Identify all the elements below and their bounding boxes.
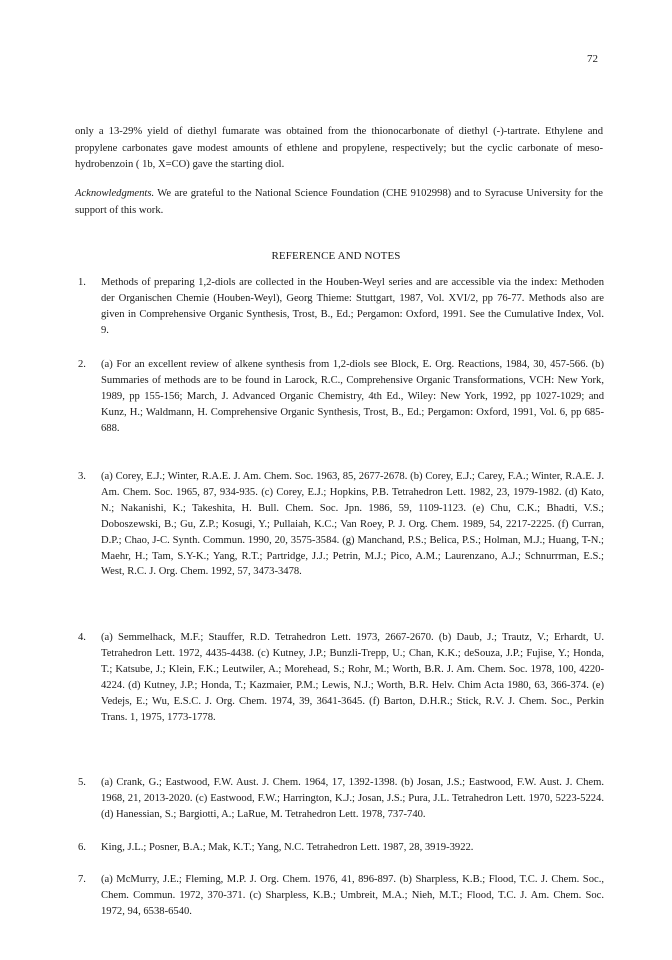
reference-number: 6. [78,842,86,853]
reference-text: King, J.L.; Posner, B.A.; Mak, K.T.; Yang, N.C. Tetrahedron Lett. 1987, 28, 3919-3922. [101,842,474,853]
reference-text: Methods of preparing 1,2-diols are collected in the Houben-Weyl series and are accessible via the index: Methoden der Organischen Chemie (Houben-Weyl), Georg Thieme: Stuttgart, 1987, Vol. XVI/2, pp 76-77. Methods also are given in Comprehensive Organic Synthesis, Trost, B., Ed.; Pergamon: Oxford, 1991. See the Cumulative Index, Vol. 9. [101,277,604,336]
reference-number: 4. [78,632,86,643]
reference-text: (a) Crank, G.; Eastwood, F.W. Aust. J. Chem. 1964, 17, 1392-1398. (b) Josan, J.S.; Eastwood, F.W. Aust. J. Chem. 1968, 21, 2013-2020. (c) Eastwood, F.W.; Harrington, K.J.; Josan, J.S.; Pura, J.L. Tetrahedron Lett. 1970, 5223-5224. (d) Hanessian, S.; Bargiotti, A.; LaRue, M. Tetrahedron Lett. 1978, 737-740. [101,777,604,820]
reference-text: (a) McMurry, J.E.; Fleming, M.P. J. Org. Chem. 1976, 41, 896-897. (b) Sharpless, K.B.; Flood, T.C. J. Chem. Soc., Chem. Commun. 1972, 370-371. (c) Sharpless, K.B.; Umbreit, M.A.; Nieh, M.T.; Flood, T.C. J. Am. Chem. Soc. 1972, 94, 6538-6540. [101,874,604,917]
reference-number: 1. [78,277,86,288]
acknowledgments-text: We are grateful to the National Science Foundation (CHE 9102998) and to Syracuse University for the support of this work. [75,188,603,216]
reference-item [78,630,604,725]
reference-number: 7. [78,874,86,885]
reference-text: (a) Semmelhack, M.F.; Stauffer, R.D. Tetrahedron Lett. 1973, 2667-2670. (b) Daub, J.; Trautz, V.; Erhardt, U. Tetrahedron Lett. 1972, 4435-4438. (c) Kutney, J.P.; Bunzli-Trepp, U.; Chan, K.K.; deSouza, J.P.; Fujise, Y.; Honda, T.; Katsube, J.; Klein, F.K.; Leutwiler, A.; Morehead, S.; Rohr, M.; Worth, B.R. J. Am. Chem. Soc. 1978, 100, 4220-4224. (d) Kutney, J.P.; Honda, T.; Kazmaier, P.M.; Lewis, N.J.; Worth, B.R. Helv. Chim Acta 1980, 63, 366-374. (e) Vedejs, E.; Wu, E.S.C. J. Org. Chem. 1974, 39, 3641-3645. (f) Barton, D.H.R.; Stick, R.V. J. Chem. Soc., Perkin Trans. 1, 1975, 1773-1778. [101,632,604,723]
references-heading: REFERENCE AND NOTES [271,250,401,262]
reference-item [78,872,604,920]
reference-item [78,469,604,580]
reference-item [78,275,604,339]
acknowledgments-label: Acknowledgments. [75,188,155,199]
reference-text: (a) For an excellent review of alkene synthesis from 1,2-diols see Block, E. Org. Reactions, 1984, 30, 457-566. (b) Summaries of methods are to be found in Larock, R.C., Comprehensive Organic Transformations, VCH: New York, 1989, pp 155-156; March, J. Advanced Organic Chemistry, 4th Ed., Wiley: New York, 1992, pp 1027-1029; and Kunz, H.; Waldmann, H. Comprehensive Organic Synthesis, Trost, B., Ed.; Pergamon: Oxford, 1991, Vol. 6, pp 685-688. [101,359,604,434]
reference-item [78,775,604,823]
reference-item [78,840,604,856]
reference-number: 2. [78,359,86,370]
body-paragraph: only a 13-29% yield of diethyl fumarate was obtained from the thionocarbonate of diethyl (-)-tartrate. Ethylene and propylene carbonates gave modest amounts of ethlene and propylene, respectively; but the cyclic carbonate of meso-hydrobenzoin ( 1b, X=CO) gave the starting diol. [75,126,603,171]
reference-text: (a) Corey, E.J.; Winter, R.A.E. J. Am. Chem. Soc. 1963, 85, 2677-2678. (b) Corey, E.J.; Carey, F.A.; Winter, R.A.E. J. Am. Chem. Soc. 1965, 87, 934-935. (c) Corey, E.J.; Hopkins, P.B. Tetrahedron Lett. 1982, 23, 1979-1982. (d) Kato, N.; Nakanishi, K.; Takeshita, H. Bull. Chem. Soc. Jpn. 1986, 59, 1109-1123. (e) Chu, C.K.; Bhadti, V.S.; Doboszewski, B.; Gu, Z.P.; Kosugi, Y.; Pullaiah, K.C.; Van Roey, P. J. Org. Chem. 1989, 54, 2217-2225. (f) Curran, D.P.; Chao, J-C. Synth. Commun. 1990, 20, 3575-3584. (g) Manchand, P.S.; Belica, P.S.; Holman, M.J.; Huang, T-N.; Maehr, H.; Tam, S.Y-K.; Yang, R.T.; Partridge, J.J.; Petrin, M.J.; Pico, A.M.; Laurenzano, A.J.; Schnurrman, E.S.; West, R.C. J. Org. Chem. 1992, 57, 3473-3478. [101,471,604,578]
reference-item [78,357,604,437]
acknowledgments-paragraph [75,186,603,219]
reference-number: 5. [78,777,86,788]
page-number: 72 [587,53,598,65]
reference-number: 3. [78,471,86,482]
